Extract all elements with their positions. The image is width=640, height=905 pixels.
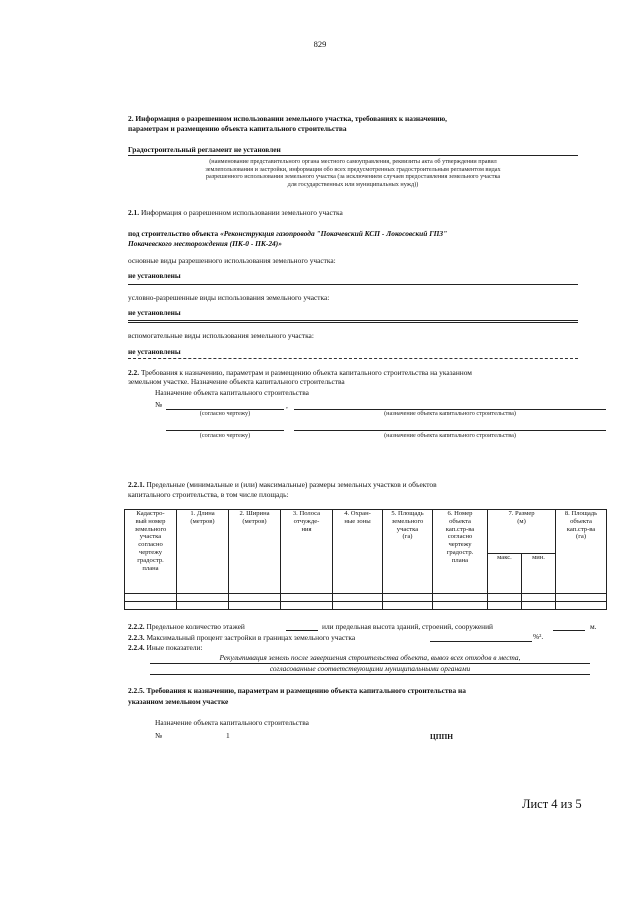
s2-2-3-unit: %². [533,632,544,641]
purpose-caption-left: (согласно чертежу) [199,410,251,417]
header-land-area: 5. Площадь земельного участка (га) [383,510,433,594]
conditional-uses-value: не установлены [128,308,181,317]
coverage-field [430,641,532,642]
reglament-text: Градостроительный регламент не установлен [128,145,281,154]
header-protection-zones: 4. Охран- ные зоны [333,510,383,594]
s2-2-5-label: 2.2.5. [128,686,145,695]
purpose-number-sign: № [155,400,163,409]
other-indicators-underline2 [150,674,590,675]
s2-1-text: Информация о разрешенном использовании земельного участка [139,208,343,217]
s2-2-1-line1 [128,480,437,489]
s2-2-5-text: Требования к назначению, параметрам и размещению объекта капитального строительства на [144,686,466,695]
s2-2-2-line [128,622,245,631]
reglament-caption-line: (наименование представительного органа местного самоуправления, реквизиты акта об утверждении правил [209,158,497,165]
other-indicators-line2: согласованные соответствующими муниципальными органами [269,664,471,673]
reglament-caption-line: землепользования и застройки, информация обо всех предусмотренных градостроительным регламентом видах [205,165,501,173]
s2-2-label: 2.2. [128,368,140,377]
purpose-caption-left-2: (согласно чертежу) [199,432,251,439]
header-size-max: макс. [488,554,522,594]
main-uses-label: основные виды разрешенного использования земельного участка: [128,256,336,265]
header-cadastral-number: Кадастро- вый номер земельного участка согласно чертежу градостр. плана [125,510,177,594]
s2-2-2-label: 2.2.2. [128,622,145,631]
header-object-area: 8. Площадь объекта кап.стр-ва (га) [556,510,607,594]
purpose-value-field-2 [294,430,606,431]
s2-1-line [128,208,343,217]
s2-2-3-line [128,633,355,642]
s2-2-5-number-sign: № [155,731,163,740]
other-indicators-line1: Рекультивация земель после завершения строительства объекта, вывоз всех отходов в места, [219,653,521,662]
s2-2-3-label: 2.2.3. [128,633,145,642]
header-width: 2. Ширина (метров) [229,510,281,594]
s2-2-2-text: Предельное количество этажей [144,622,245,631]
s2-2-5-purpose-value: ЦППН [430,732,453,741]
auxiliary-uses-value: не установлены [128,347,181,356]
s2-2-3-text: Максимальный процент застройки в границах земельного участка [144,633,356,642]
table-row [125,594,607,602]
auxiliary-uses-label: вспомогательные виды использования земельного участка: [128,331,314,340]
reglament-caption [128,158,578,188]
header-size: 7. Размер (м) [488,510,556,554]
s2-2-line1 [128,368,472,377]
purpose-label: Назначение объекта капитального строительства [155,388,309,397]
s2-1-label: 2.1. [128,208,140,217]
header-object-number: 6. Номер объекта кап.стр-ва согласно чертежу градостр. плана [433,510,488,594]
s2-1-object-prefix: под строительство объекта [128,229,221,238]
s2-2-4-text: Иные показатели: [144,643,203,652]
page-number: 829 [313,39,327,49]
size-parameters-table [124,509,607,610]
sheet-counter: Лист 4 из 5 [522,797,582,811]
header-size-min: мин. [522,554,556,594]
s2-2-1-label: 2.2.1. [128,480,145,489]
s2-2-1-text: Предельные (минимальные и (или) максимальные) размеры земельных участков и объектов [144,480,437,489]
s2-2-5-purpose-label: Назначение объекта капитального строительства [155,718,309,727]
s2-2-5-line1 [128,686,466,695]
main-uses-value: не установлены [128,271,181,280]
section-2-heading-line1: 2. Информация о разрешенном использовании земельного участка, требованиях к назначению, [128,114,448,123]
s2-1-object-name: «Реконструкция газопровода "Покачевский КСП - Локосовский ГПЗ" [220,229,448,238]
height-field [553,630,585,631]
s2-2-line2: земельном участке. Назначение объекта капитального строительства [128,377,345,386]
conditional-uses-label: условно-разрешенные виды использования земельного участка: [128,293,330,302]
purpose-number-field-2 [166,430,284,431]
s2-2-1-line2: капитального строительства, в том числе площадь: [128,490,289,499]
conditional-uses-underline [128,320,578,323]
s2-1-object-line2: Покачевского месторождения (ПК-0 - ПК-24)» [128,239,282,248]
table-row [125,602,607,610]
header-length: 1. Длина (метров) [177,510,229,594]
s2-2-2-middle: или предельная высота зданий, строений, сооружений [322,622,493,631]
s2-2-text: Требования к назначению, параметрам и размещению объекта капитального строительства на указанном [139,368,472,377]
s2-2-4-label: 2.2.4. [128,643,145,652]
s2-2-5-number: 1 [226,731,230,740]
reglament-caption-line: разрешенного использования земельного участка (за исключением случаев предоставления земельного участка [205,173,501,181]
header-alienation-strip: 3. Полоса отчужде- ния [281,510,333,594]
section-2-heading-line2: параметрам и размещению объекта капитального строительства [128,124,347,133]
floors-field [286,630,318,631]
s2-1-object-line1 [128,229,447,238]
main-uses-underline [128,284,578,285]
purpose-caption-right-2: (назначение объекта капитального строительства) [384,432,516,439]
auxiliary-uses-underline [128,358,578,359]
reglament-underline [128,155,578,156]
purpose-comma: , [286,401,288,410]
s2-2-5-line2: указанном земельном участке [128,697,229,706]
reglament-caption-line: для государственных или муниципальных нужд)) [287,180,419,188]
s2-2-2-unit: м. [590,622,597,631]
s2-2-4-line [128,643,203,652]
purpose-caption-right: (назначение объекта капитального строительства) [384,410,516,417]
